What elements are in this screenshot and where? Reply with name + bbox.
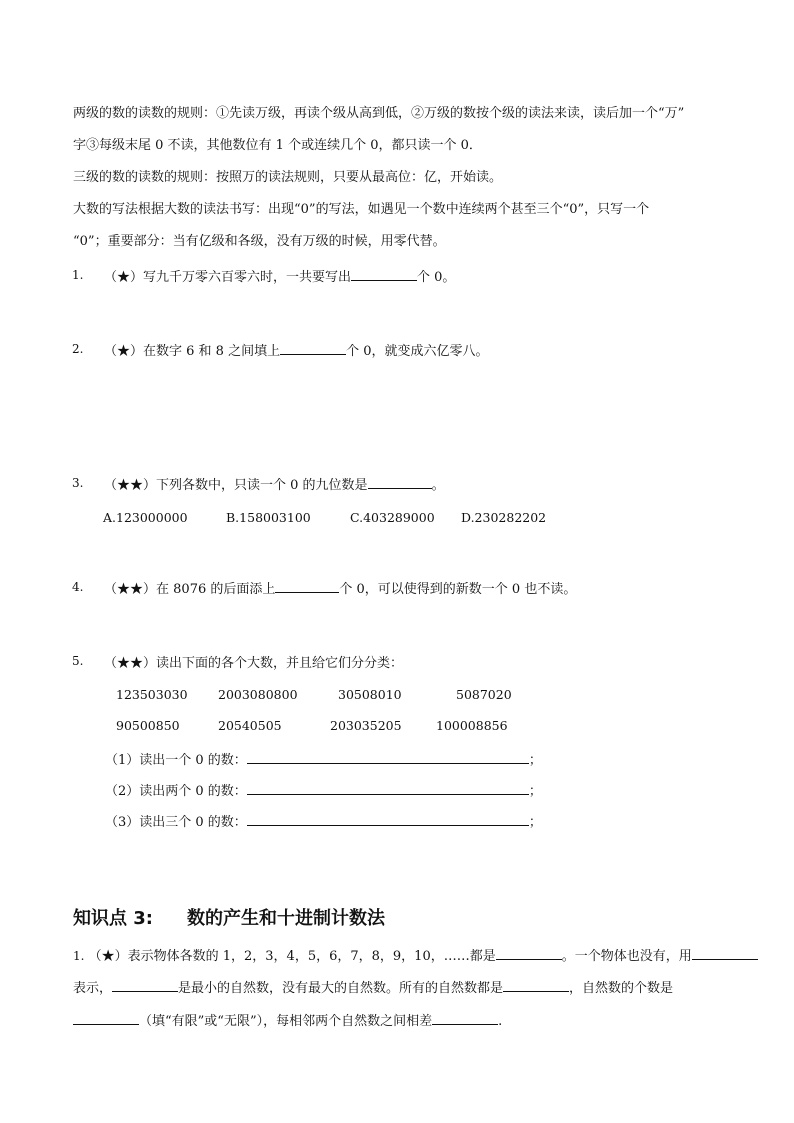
question-text-after: 个 0，可以使得到的新数一个 0 也不读。 — [339, 582, 577, 597]
number-item: 2003080800 — [218, 687, 298, 702]
number-item: 100008856 — [436, 718, 508, 733]
question-4 — [104, 578, 576, 597]
question-text: 读出下面的各个大数，并且给它们分分类： — [156, 656, 404, 671]
option-d[interactable]: D.230282202 — [461, 510, 547, 525]
answer-blank[interactable] — [368, 476, 432, 489]
number-item: 30508010 — [338, 687, 402, 702]
answer-blank[interactable] — [73, 1012, 139, 1025]
subquestion-label: （3）读出三个 0 的数： — [105, 815, 247, 830]
question-text: 在数字 6 和 8 之间填上 — [143, 344, 281, 359]
answer-blank[interactable] — [275, 580, 339, 593]
question-text: 在 8076 的后面添上 — [156, 582, 276, 597]
question-text: ，自然数的个数是 — [569, 981, 674, 996]
difficulty-stars: （★） — [88, 949, 128, 964]
question-text-after: 个 0。 — [417, 270, 456, 285]
option-a[interactable]: A.123000000 — [103, 510, 188, 525]
question-3 — [104, 474, 445, 493]
section-label: 知识点 3: — [73, 908, 153, 929]
question-2 — [104, 340, 489, 359]
section-question-1-line-1 — [73, 945, 758, 964]
semicolon: ； — [528, 753, 542, 768]
question-text: 下列各数中，只读一个 0 的九位数是 — [156, 478, 368, 493]
answer-blank[interactable] — [496, 947, 562, 960]
question-text: 表示物体各数的 1，2，3，4，5，6，7，8，9，10，……都是 — [127, 949, 496, 964]
answer-blank[interactable] — [503, 979, 569, 992]
section-heading — [73, 904, 385, 930]
difficulty-stars: （★） — [104, 344, 144, 359]
question-text: 表示， — [73, 981, 113, 996]
question-3-number: 3. — [72, 476, 84, 490]
answer-blank[interactable] — [247, 782, 529, 795]
rule-line-5: “0”；重要部分：当有亿级和各级，没有万级的时候，用零代替。 — [73, 234, 446, 249]
option-b[interactable]: B.158003100 — [226, 510, 311, 525]
number-item: 20540505 — [218, 718, 282, 733]
question-text-after: 个 0，就变成六亿零八。 — [346, 344, 489, 359]
subquestion-label: （1）读出一个 0 的数： — [105, 753, 247, 768]
rule-line-4: 大数的写法根据大数的读法书写：出现“0”的写法，如遇见一个数中连续两个甚至三个“0”，只写一个 — [73, 202, 650, 217]
section-question-1-line-3 — [73, 1010, 502, 1029]
question-text: 是最小的自然数，没有最大的自然数。所有的自然数都是 — [178, 981, 504, 996]
number-item: 203035205 — [330, 718, 402, 733]
question-4-number: 4. — [72, 580, 84, 594]
answer-blank[interactable] — [247, 751, 529, 764]
difficulty-stars: （★） — [104, 270, 144, 285]
question-text: 写九千万零六百零六时，一共要写出 — [143, 270, 352, 285]
difficulty-stars: （★★） — [104, 582, 157, 597]
subquestion-2 — [105, 780, 542, 799]
section-question-1-line-2 — [73, 977, 673, 996]
question-1-number: 1. — [72, 268, 84, 282]
semicolon: ； — [528, 815, 542, 830]
difficulty-stars: （★★） — [104, 656, 157, 671]
subquestion-label: （2）读出两个 0 的数： — [105, 784, 247, 799]
option-c[interactable]: C.403289000 — [350, 510, 435, 525]
question-5-number: 5. — [72, 654, 84, 668]
number-item: 123503030 — [116, 687, 188, 702]
answer-blank[interactable] — [351, 268, 417, 281]
subquestion-3 — [105, 811, 542, 830]
question-5 — [104, 652, 403, 671]
question-2-number: 2. — [72, 342, 84, 356]
question-text: （填“有限”或“无限”），每相邻两个自然数之间相差 — [139, 1014, 433, 1029]
subquestion-1 — [105, 749, 542, 768]
question-number: 1. — [73, 949, 85, 963]
rule-line-2: 字③每级末尾 0 不读，其他数位有 1 个或连续几个 0，都只读一个 0． — [73, 138, 482, 153]
question-text-after: 。 — [431, 478, 445, 493]
question-text: 。一个物体也没有，用 — [561, 949, 692, 964]
section-title: 数的产生和十进制计数法 — [187, 908, 385, 929]
answer-blank[interactable] — [432, 1012, 498, 1025]
answer-blank[interactable] — [692, 947, 758, 960]
semicolon: ； — [528, 784, 542, 799]
answer-blank[interactable] — [247, 813, 529, 826]
answer-blank[interactable] — [280, 342, 346, 355]
rule-line-3: 三级的数的读数的规则：按照万的读法规则，只要从最高位：亿，开始读。 — [73, 170, 503, 185]
difficulty-stars: （★★） — [104, 478, 157, 493]
answer-blank[interactable] — [112, 979, 178, 992]
question-1 — [104, 266, 455, 285]
number-item: 90500850 — [116, 718, 180, 733]
question-text-end: . — [498, 1014, 503, 1029]
number-item: 5087020 — [456, 687, 512, 702]
rule-line-1: 两级的数的读数的规则：①先读万级，再读个级从高到低，②万级的数按个级的读法来读，读后加一个“万” — [73, 106, 685, 121]
